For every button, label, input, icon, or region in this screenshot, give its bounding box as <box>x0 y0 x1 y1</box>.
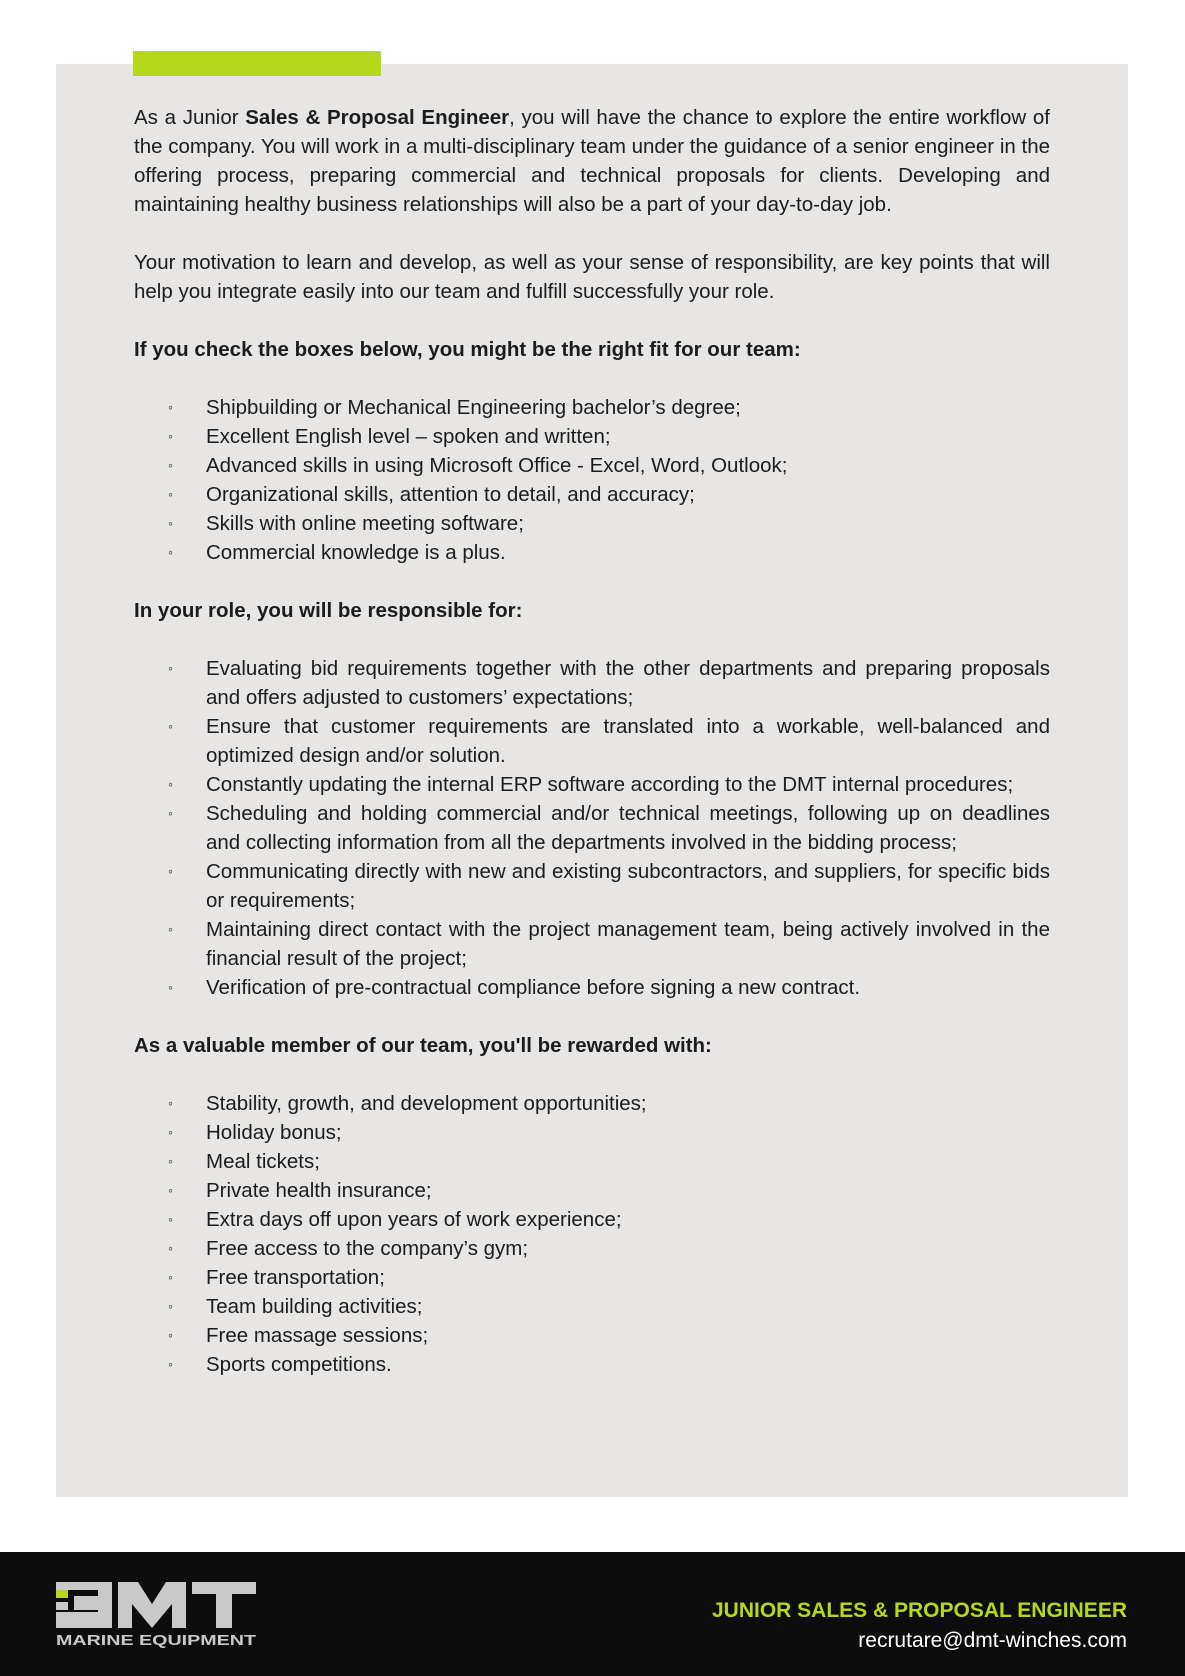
list-item-text: Sports competitions. <box>206 1353 392 1376</box>
list-item-text: Evaluating bid requirements together with the other departments and preparing proposals and offers adjusted to customers’ expectations; <box>206 657 1050 709</box>
list-item-text: Stability, growth, and development opportunities; <box>206 1092 647 1115</box>
list-item-text: Skills with online meeting software; <box>206 512 524 535</box>
list-item <box>134 480 1050 509</box>
list-item <box>134 857 1050 915</box>
bullet-icon: ◦ <box>168 1298 173 1314</box>
bullet-icon: ◦ <box>168 1356 173 1372</box>
bullet-icon: ◦ <box>168 1240 173 1256</box>
list-item-text: Meal tickets; <box>206 1150 320 1173</box>
logo-subtext: MARINE EQUIPMENT <box>56 1633 256 1648</box>
footer-job-title: JUNIOR SALES & PROPOSAL ENGINEER <box>711 1599 1127 1622</box>
section-heading-requirements: If you check the boxes below, you might be the right fit for our team: <box>134 338 801 361</box>
bullet-icon: ◦ <box>168 979 173 995</box>
list-item <box>134 422 1050 451</box>
list-item-text: Maintaining direct contact with the project management team, being actively involved in the financial result of the project; <box>206 918 1050 970</box>
job-description <box>134 103 1050 1379</box>
bullet-icon: ◦ <box>168 457 173 473</box>
bullet-icon: ◦ <box>168 863 173 879</box>
bullet-icon: ◦ <box>168 660 173 676</box>
bullet-icon: ◦ <box>168 1211 173 1227</box>
bullet-icon: ◦ <box>168 805 173 821</box>
list-item-text: Commercial knowledge is a plus. <box>206 541 506 564</box>
list-item-text: Organizational skills, attention to detail, and accuracy; <box>206 483 695 506</box>
list-item-text: Excellent English level – spoken and written; <box>206 425 611 448</box>
list-item <box>134 1147 1050 1176</box>
section-heading-benefits: As a valuable member of our team, you'll be rewarded with: <box>134 1034 712 1057</box>
list-item <box>134 1118 1050 1147</box>
motivation-paragraph: Your motivation to learn and develop, as well as your sense of responsibility, are key points that will help you integrate easily into our team and fulfill successfully your role. <box>134 251 1050 303</box>
list-item-text: Shipbuilding or Mechanical Engineering bachelor’s degree; <box>206 396 741 419</box>
bullet-icon: ◦ <box>168 428 173 444</box>
dmt-logo <box>56 1582 256 1648</box>
list-item <box>134 654 1050 712</box>
list-item <box>134 1292 1050 1321</box>
list-item <box>134 1234 1050 1263</box>
list-item-text: Scheduling and holding commercial and/or technical meetings, following up on deadlines and collecting information from all the departments involved in the bidding process; <box>206 802 1050 854</box>
list-item-text: Team building activities; <box>206 1295 423 1318</box>
list-item-text: Advanced skills in using Microsoft Office - Excel, Word, Outlook; <box>206 454 788 477</box>
list-item <box>134 915 1050 973</box>
job-title-inline: Sales & Proposal Engineer <box>245 106 510 129</box>
list-item-text: Private health insurance; <box>206 1179 432 1202</box>
list-item-text: Free transportation; <box>206 1266 385 1289</box>
list-item-text: Ensure that customer requirements are translated into a workable, well-balanced and optimized design and/or solution. <box>206 715 1050 767</box>
list-item <box>134 509 1050 538</box>
list-item <box>134 770 1050 799</box>
benefits-list <box>134 1089 1050 1379</box>
list-item <box>134 1176 1050 1205</box>
list-item <box>134 538 1050 567</box>
list-item-text: Constantly updating the internal ERP software according to the DMT internal procedures; <box>206 773 1014 796</box>
bullet-icon: ◦ <box>168 515 173 531</box>
bullet-icon: ◦ <box>168 1327 173 1343</box>
list-item <box>134 1089 1050 1118</box>
bullet-icon: ◦ <box>168 544 173 560</box>
list-item-text: Extra days off upon years of work experience; <box>206 1208 622 1231</box>
list-item-text: Free massage sessions; <box>206 1324 429 1347</box>
list-item <box>134 799 1050 857</box>
bullet-icon: ◦ <box>168 1095 173 1111</box>
bullet-icon: ◦ <box>168 1182 173 1198</box>
list-item <box>134 712 1050 770</box>
list-item-text: Free access to the company’s gym; <box>206 1237 529 1260</box>
list-item-text: Communicating directly with new and existing subcontractors, and suppliers, for specific bids or requirements; <box>206 860 1050 912</box>
requirements-list <box>134 393 1050 567</box>
list-item <box>134 451 1050 480</box>
bullet-icon: ◦ <box>168 1124 173 1140</box>
section-heading-responsibilities: In your role, you will be responsible for: <box>134 599 523 622</box>
bullet-icon: ◦ <box>168 399 173 415</box>
list-item-text: Verification of pre-contractual compliance before signing a new contract. <box>206 976 861 999</box>
bullet-icon: ◦ <box>168 921 173 937</box>
bullet-icon: ◦ <box>168 486 173 502</box>
responsibilities-list <box>134 654 1050 1002</box>
bullet-icon: ◦ <box>168 1269 173 1285</box>
bullet-icon: ◦ <box>168 776 173 792</box>
accent-bar <box>133 51 381 76</box>
list-item <box>134 973 1050 1002</box>
list-item <box>134 1350 1050 1379</box>
intro-paragraph: As a Junior Sales & Proposal Engineer, you will have the chance to explore the entire workflow of the company. You will work in a multi-disciplinary team under the guidance of a senior engineer in the offering process, preparing commercial and technical proposals for clients. Developing and maintaining healthy business relationships will also be a part of your day-to-day job. <box>134 106 1050 216</box>
list-item-text: Holiday bonus; <box>206 1121 342 1144</box>
list-item <box>134 1205 1050 1234</box>
bullet-icon: ◦ <box>168 1153 173 1169</box>
bullet-icon: ◦ <box>168 718 173 734</box>
footer <box>0 1552 1185 1676</box>
list-item <box>134 1263 1050 1292</box>
footer-email[interactable]: recrutare@dmt-winches.com <box>858 1629 1127 1652</box>
list-item <box>134 1321 1050 1350</box>
list-item <box>134 393 1050 422</box>
